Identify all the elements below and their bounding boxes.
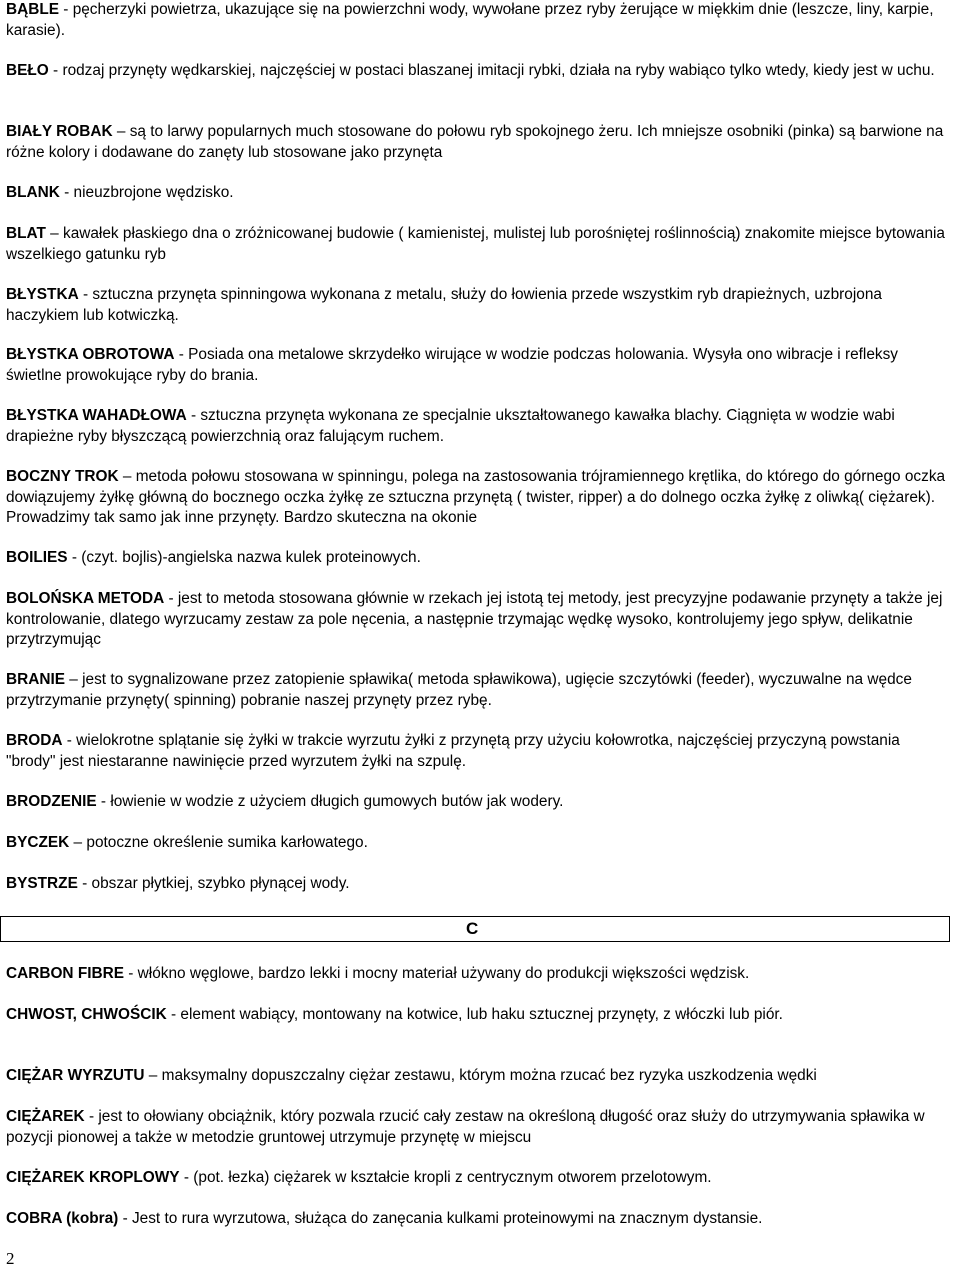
glossary-entry: [6, 406, 950, 447]
glossary-definition: - wielokrotne splątanie się żyłki w trakcie wyrzutu żyłki z przynętą przy użyciu kołowrotka, najczęściej przyczyną powstania "brody" jest niestaranne nawinięcie przed wyrzutem żyłki na szpulę.: [6, 732, 900, 770]
glossary-definition: - łowienie w wodzie z użyciem długich gumowych butów jak wodery.: [96, 793, 564, 810]
glossary-definition: - rodzaj przynęty wędkarskiej, najczęściej w postaci blaszanej imitacji rybki, działa na ryby wabiąco tylko wtedy, kiedy jest w uchu.: [48, 62, 935, 79]
glossary-term: BRODZENIE: [6, 793, 97, 810]
glossary-term: BĄBLE: [6, 1, 60, 18]
glossary-definition: - obszar płytkiej, szybko płynącej wody.: [77, 875, 350, 892]
glossary-term: BŁYSTKA OBROTOWA: [6, 346, 175, 363]
section-letter: C: [466, 919, 479, 938]
glossary-definition: – metoda połowu stosowana w spinningu, polega na zastosowania trójramiennego krętlika, do którego do górnego oczka dowiązujemy żyłkę główną do bocznego oczka żyłkę ze sztuczna przynętą ( twister, ripper) a do dolnego oczka żyłkę z oliwką( ciężarek). Prowadzimy tak samo jak inne przynęty. Bardzo skuteczna na okonie: [6, 468, 946, 526]
glossary-term: BYSTRZE: [6, 875, 78, 892]
page-number: 2: [6, 1249, 15, 1268]
glossary-entry: [6, 964, 950, 985]
glossary-entry: [6, 548, 950, 569]
glossary-definition: - jest to metoda stosowana głównie w rzekach jej istotą tej metody, jest precyzyjne podawanie przynęty a także jej kontrolowanie, dlatego wyrzucamy zestaw za pole nęcenia, a następnie trzymając wędkę wysoko, kontrolujemy jego spływ, delikatnie przytrzymując: [6, 590, 943, 648]
glossary-definition: - włókno węglowe, bardzo lekki i mocny materiał używany do produkcji większości wędzisk.: [124, 965, 750, 982]
glossary-entry: [6, 792, 950, 813]
section-header: [0, 916, 950, 942]
glossary-term: BŁYSTKA WAHADŁOWA: [6, 407, 187, 424]
glossary-definition: - sztuczna przynęta wykonana ze specjalnie ukształtowanego kawałka blachy. Ciągnięta w wodzie wabi drapieżne ryby błyszczącą powierzchnią oraz falującym ruchem.: [6, 407, 895, 445]
glossary-entry: [6, 224, 950, 265]
glossary-entry: [6, 0, 950, 41]
glossary-entry: [6, 1005, 846, 1026]
glossary-definition: – potoczne określenie sumika karłowatego.: [69, 834, 368, 851]
glossary-term: BOLOŃSKA METODA: [6, 590, 165, 607]
glossary-entry: [6, 183, 950, 204]
glossary-entry: [6, 285, 950, 326]
glossary-term: CHWOST, CHWOŚCIK: [6, 1006, 167, 1023]
glossary-term: BYCZEK: [6, 834, 70, 851]
glossary-definition: - sztuczna przynęta spinningowa wykonana z metalu, służy do łowienia przede wszystkim ryb drapieżnych, uzbrojona haczykiem lub kotwiczką.: [6, 286, 882, 324]
glossary-definition: - (pot. łezka) ciężarek w kształcie kropli z centrycznym otworem przelotowym.: [179, 1169, 712, 1186]
glossary-entry: [6, 345, 950, 386]
glossary-definition: - Posiada ona metalowe skrzydełko wirujące w wodzie podczas holowania. Wysyła ono wibracje i refleksy świetlne prowokujące ryby do brania.: [6, 346, 899, 384]
glossary-term: BŁYSTKA: [6, 286, 79, 303]
glossary-term: COBRA (kobra): [6, 1210, 119, 1227]
glossary-entry: [6, 874, 950, 895]
glossary-term: BLAT: [6, 225, 46, 242]
glossary-term: CARBON FIBRE: [6, 965, 124, 982]
glossary-definition: – jest to sygnalizowane przez zatopienie spławika( metoda spławikowa), ugięcie szczytówki (feeder), wyczuwalne na wędce przytrzymanie przynęty( spinning) pobranie naszej przynęty przez rybę.: [6, 671, 912, 709]
glossary-entry: [6, 731, 950, 772]
glossary-definition: - (czyt. bojlis)-angielska nazwa kulek proteinowych.: [67, 549, 421, 566]
glossary-entry: [6, 589, 950, 651]
glossary-definition: - jest to ołowiany obciążnik, który pozwala rzucić cały zestaw na określoną długość oraz służy do utrzymywania spławika w pozycji pionowej a także w metodzie gruntowej utrzymuje przynętę w miejscu: [6, 1108, 925, 1146]
glossary-entry: [6, 833, 950, 854]
glossary-term: CIĘŻAREK KROPLOWY: [6, 1169, 180, 1186]
glossary-term: BOCZNY TROK: [6, 468, 119, 485]
glossary-definition: - pęcherzyki powietrza, ukazujące się na powierzchni wody, wywołane przez ryby żerujące w miękkim dnie (leszcze, liny, karpie, karasie).: [6, 1, 934, 39]
glossary-term: BOILIES: [6, 549, 68, 566]
glossary-entry: [6, 1066, 950, 1087]
glossary-definition: - Jest to rura wyrzutowa, służąca do zanęcania kulkami proteinowymi na znacznym dystansie.: [118, 1210, 763, 1227]
glossary-entry: [6, 467, 950, 529]
glossary-entry: [6, 122, 950, 163]
glossary-entry: [6, 1107, 950, 1148]
glossary-term: CIĘŻAR WYRZUTU: [6, 1067, 145, 1084]
glossary-entry: [6, 670, 950, 711]
glossary-entry: [6, 1168, 950, 1189]
glossary-definition: – maksymalny dopuszczalny ciężar zestawu, którym można rzucać bez ryzyka uszkodzenia wędki: [144, 1067, 817, 1084]
glossary-definition: - nieuzbrojone wędzisko.: [59, 184, 234, 201]
glossary-definition: - element wabiący, montowany na kotwice, lub haku sztucznej przynęty, z włóczki lub piór.: [166, 1006, 783, 1023]
glossary-term: BEŁO: [6, 62, 49, 79]
glossary-term: BRODA: [6, 732, 63, 749]
glossary-term: BLANK: [6, 184, 60, 201]
glossary-entry: [6, 61, 950, 82]
glossary-entry: [6, 1209, 950, 1230]
glossary-term: BIAŁY ROBAK: [6, 123, 113, 140]
glossary-term: BRANIE: [6, 671, 65, 688]
glossary-definition: – kawałek płaskiego dna o zróżnicowanej budowie ( kamienistej, mulistej lub porośniętej roślinnością) znakomite miejsce bytowania wszelkiego gatunku ryb: [6, 225, 945, 263]
glossary-definition: – są to larwy popularnych much stosowane do połowu ryb spokojnego żeru. Ich mniejsze osobniki (pinka) są barwione na różne kolory i dodawane do zanęty lub stosowane jako przynęta: [6, 123, 944, 161]
glossary-term: CIĘŻAREK: [6, 1108, 85, 1125]
